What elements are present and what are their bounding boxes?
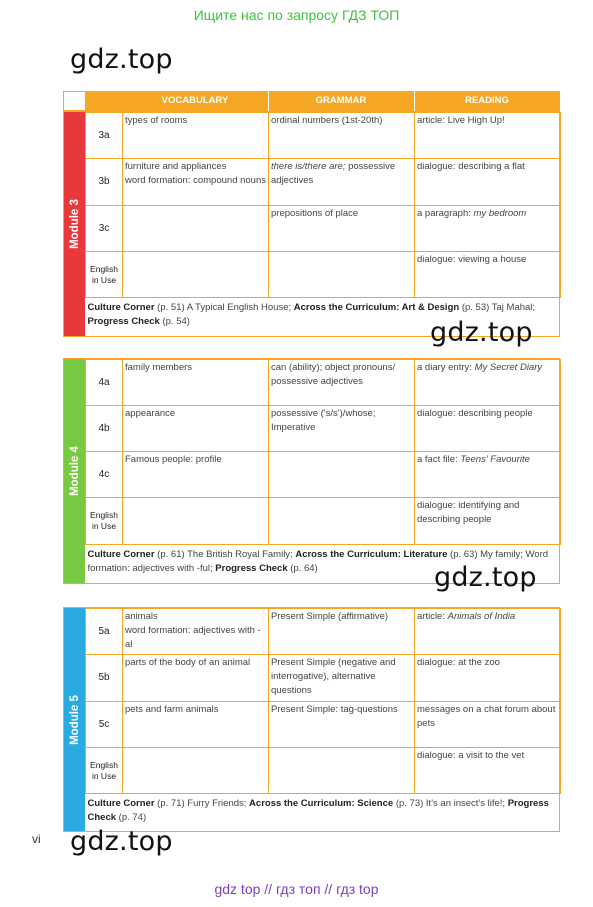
reading-italic: my bedroom — [473, 208, 527, 219]
vocab-cell: animals word formation: adjectives with -al — [123, 609, 269, 655]
table-row — [86, 702, 561, 748]
reading-cell: dialogue: at the zoo — [415, 655, 561, 702]
vocab-cell: types of rooms — [123, 113, 269, 159]
table-row — [86, 406, 561, 452]
watermark: gdz.top — [434, 562, 537, 593]
table-row — [86, 113, 561, 159]
grammar-cell: possessive ('s/s')/whose; Imperative — [269, 406, 415, 452]
reading-cell: dialogue: describing a flat — [415, 159, 561, 206]
grammar-cell — [269, 452, 415, 498]
module-3-table — [85, 112, 561, 332]
row-label: 4a — [86, 360, 123, 406]
module-3-title: Module 3 — [68, 199, 81, 249]
grammar-cell: Present Simple (affirmative) — [269, 609, 415, 655]
module-5-block — [63, 607, 560, 832]
grammar-cell: Present Simple: tag-questions — [269, 702, 415, 748]
vocab-cell — [123, 498, 269, 545]
watermark: gdz.top — [70, 44, 173, 75]
grammar-cell: can (ability); object pronouns/ possessive adjectives — [269, 360, 415, 406]
row-label: English in Use — [86, 748, 123, 794]
reading-cell: a paragraph: my bedroom — [415, 206, 561, 252]
grammar-cell — [269, 498, 415, 545]
module-5-side-tab — [64, 608, 85, 831]
table-row — [86, 360, 561, 406]
vocab-cell: parts of the body of an animal — [123, 655, 269, 702]
vocab-cell — [123, 206, 269, 252]
module-4-table — [85, 359, 561, 579]
reading-cell: dialogue: viewing a house — [415, 252, 561, 298]
table-row — [86, 498, 561, 545]
vocab-cell: Famous people: profile — [123, 452, 269, 498]
reading-cell: dialogue: a visit to the vet — [415, 748, 561, 794]
row-label: English in Use — [86, 252, 123, 298]
vocab-cell: furniture and appliances word formation: compound nouns — [123, 159, 269, 206]
table-row — [86, 452, 561, 498]
table-row — [86, 609, 561, 655]
watermark: gdz.top — [430, 317, 533, 348]
row-label: 5a — [86, 609, 123, 655]
grammar-cell — [269, 748, 415, 794]
row-label: 3a — [86, 113, 123, 159]
vocab-cell: family members — [123, 360, 269, 406]
table-row — [86, 252, 561, 298]
reading-cell: article: Animals of India — [415, 609, 561, 655]
reading-cell: messages on a chat forum about pets — [415, 702, 561, 748]
top-banner: Ищите нас по запросу ГДЗ ТОП — [193, 7, 400, 23]
table-row — [86, 206, 561, 252]
grammar-italic: there is/there are; — [271, 161, 346, 172]
row-label: 3b — [86, 159, 123, 206]
reading-cell: dialogue: identifying and describing people — [415, 498, 561, 545]
header-corner — [63, 91, 86, 111]
table-row — [86, 159, 561, 206]
header-bar — [85, 91, 560, 111]
row-label: English in Use — [86, 498, 123, 545]
module-3-block — [63, 111, 560, 337]
footer-row — [86, 794, 561, 829]
module-4-footer: Culture Corner (p. 61) The British Royal Family; Across the Curriculum: Literature (p. 63) My family; Word formation: adjectives with -ful; Progress Check (p. 64) — [87, 549, 549, 574]
table-header — [63, 91, 560, 111]
reading-italic: Animals of India — [447, 611, 516, 622]
vocab-cell: appearance — [123, 406, 269, 452]
table-row — [86, 655, 561, 702]
module-3-footer: Culture Corner (p. 51) A Typical English House; Across the Curriculum: Art & Design (p. 53) Taj Mahal; Progress Check (p. 54) — [87, 302, 536, 327]
reading-cell: article: Live High Up! — [415, 113, 561, 159]
reading-italic: My Secret Diary — [474, 362, 543, 373]
row-label: 4b — [86, 406, 123, 452]
module-5-title: Module 5 — [68, 694, 81, 745]
grammar-cell: prepositions of place — [269, 206, 415, 252]
grammar-cell: Present Simple (negative and interrogative), alternative questions — [269, 655, 415, 702]
row-label: 4c — [86, 452, 123, 498]
table-row — [86, 748, 561, 794]
bottom-banner: gdz top // гдз топ // гдз top — [214, 881, 379, 897]
reading-cell: dialogue: describing people — [415, 406, 561, 452]
grammar-cell: there is/there are; possessive adjectives — [269, 159, 415, 206]
watermark: gdz.top — [70, 826, 173, 857]
module-5-footer: Culture Corner (p. 71) Furry Friends; Across the Curriculum: Science (p. 73) It's an insect's life!; Progress Check (p. 74) — [87, 798, 549, 823]
header-vocabulary: VOCABULARY — [161, 95, 229, 106]
module-3-side-tab — [64, 112, 85, 336]
reading-cell: a fact file: Teens' Favourite — [415, 452, 561, 498]
row-label: 5b — [86, 655, 123, 702]
module-4-title: Module 4 — [68, 446, 81, 496]
vocab-cell — [123, 252, 269, 298]
reading-italic: Teens' Favourite — [460, 454, 530, 465]
header-grammar: GRAMMAR — [315, 95, 367, 106]
reading-cell: a diary entry: My Secret Diary — [415, 360, 561, 406]
module-5-table — [85, 608, 561, 828]
page-number: vi — [32, 832, 41, 846]
module-4-side-tab — [64, 359, 85, 583]
row-label: 3c — [86, 206, 123, 252]
header-reading: READING — [465, 95, 509, 106]
grammar-cell — [269, 252, 415, 298]
vocab-cell — [123, 748, 269, 794]
row-label: 5c — [86, 702, 123, 748]
grammar-cell: ordinal numbers (1st-20th) — [269, 113, 415, 159]
module-4-block — [63, 358, 560, 584]
vocab-cell: pets and farm animals — [123, 702, 269, 748]
